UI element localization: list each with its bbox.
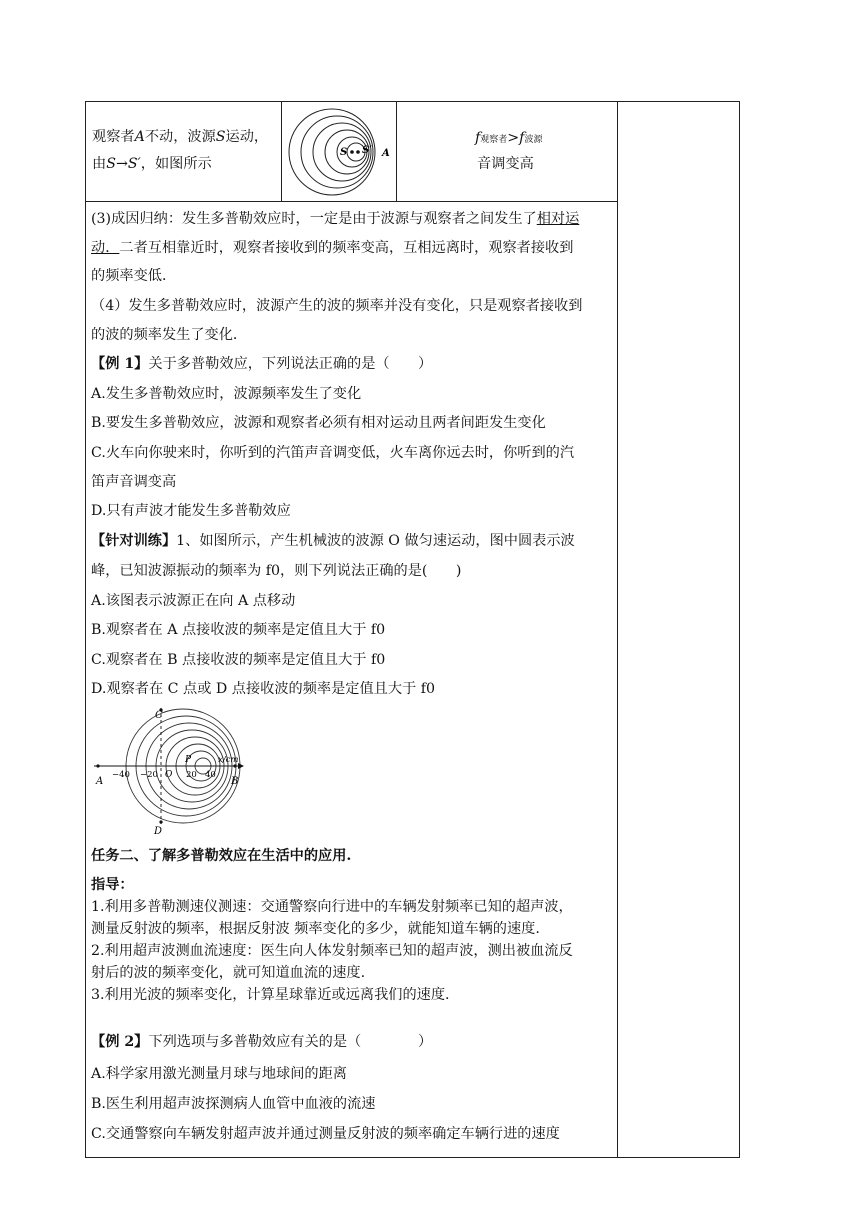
label-D: D	[154, 826, 163, 836]
p3-line1	[91, 209, 579, 229]
example1-option-a: A.发生多普勒效应时，波源频率发生了变化	[91, 386, 362, 402]
symbol-A: A	[134, 129, 145, 145]
example2-option-a: A.科学家用激光测量月球与地球间的距离	[91, 1066, 347, 1082]
source-dot-S	[350, 150, 354, 154]
example1-question	[91, 354, 432, 374]
table-border-left	[85, 101, 86, 1158]
example2-option-c: C.交通警察向车辆发射超声波并通过测量反射波的频率确定车辆行进的速度	[91, 1126, 560, 1142]
text-moving: 运动，	[225, 129, 269, 145]
example2-question	[91, 1032, 432, 1052]
row-divider	[85, 201, 618, 202]
f-subscript-source: 波源	[524, 135, 543, 145]
label-B: B	[231, 776, 239, 787]
guide1-line1: 1.利用多普勒测速仪测速：交通警察向行进中的车辆发射频率已知的超声波，	[91, 899, 573, 915]
figure-label-S-prime: S′	[362, 145, 372, 156]
cell-divider-1	[281, 101, 282, 202]
label-P: P	[185, 755, 192, 765]
tick-40: 40	[205, 770, 216, 780]
column-divider	[617, 101, 618, 1158]
p3-underline-part1: 相对运	[536, 211, 580, 227]
p3-line1-text: (3)成因归纳：发生多普勒效应时，一定是由于波源与观察者之间发生了	[91, 211, 537, 227]
example2-option-b: B.医生利用超声波探测病人血管中血液的流速	[91, 1096, 376, 1112]
figure-label-A: A	[382, 148, 390, 159]
symbol-S-start: S	[106, 156, 116, 172]
example1-option-b: B.要发生多普勒效应，波源和观察者必须有相对运动且两者间距发生变化	[91, 415, 546, 431]
point-D	[159, 820, 162, 823]
task2-heading: 任务二、了解多普勒效应在生活中的应用.	[91, 848, 352, 864]
tick-20: 20	[186, 770, 197, 780]
training-text-1: 1、如图所示，产生机械波的波源 O 做匀速运动，图中圆表示波	[176, 533, 575, 549]
example1-option-c-line1: C.火车向你驶来时，你听到的汽笛声音调变低，火车离你远去时，你听到的汽	[91, 445, 575, 461]
guide2-line2: 射后的波的频率变化，就可知道血流的速度.	[91, 965, 366, 981]
cell-description-line1	[92, 127, 268, 147]
symbol-S-prime: S′	[127, 156, 141, 172]
table-border-bottom	[85, 1157, 740, 1158]
f-symbol: f	[475, 130, 481, 146]
wave-source-axis-figure	[88, 706, 248, 836]
example2-tag: 【例 2】	[91, 1034, 149, 1050]
text-still: 不动，波源	[144, 129, 216, 145]
cell-divider-2	[396, 101, 397, 202]
source-dot-S-prime	[356, 150, 360, 154]
label-A: A	[96, 776, 104, 787]
text-as-shown: ，如图所示	[140, 156, 212, 172]
training-option-a: A.该图表示波源正在向 A 点移动	[91, 593, 296, 609]
example1-option-d: D.只有声波才能发生多普勒效应	[91, 503, 291, 519]
cell-description-line2	[92, 154, 212, 174]
label-O: O	[165, 770, 173, 780]
text-from: 由	[92, 156, 107, 172]
tick-minus-20: −20	[140, 770, 158, 780]
training-option-c: C.观察者在 B 点接收波的频率是定值且大于 f0	[91, 652, 386, 668]
p3-line2-text: 二者互相靠近时，观察者接收到的频率变高，互相远离时，观察者接收到	[119, 240, 574, 256]
training-tag: 【针对训练】	[91, 533, 177, 549]
axis-unit-label: x/cm	[218, 755, 239, 765]
example1-text: 关于多普勒效应，下列说法正确的是（ ）	[148, 356, 433, 372]
p3-underline-part2: 动．	[91, 240, 120, 256]
figure-label-S: S	[340, 147, 348, 158]
tick-minus-40: −40	[112, 770, 130, 780]
arrow-glyph: →	[115, 156, 128, 172]
f-subscript-observer: 观察者	[480, 135, 508, 145]
greater-than: >	[507, 130, 520, 146]
training-question-line2: 峰，已知波源振动的频率为 f0，则下列说法正确的是( )	[91, 563, 462, 579]
guide2-line1: 2.利用超声波测血流速度：医生向人体发射频率已知的超声波，测出被血流反	[91, 943, 573, 959]
training-question-line1	[91, 531, 575, 551]
p4-line2: 的波的频率发生了变化．	[91, 327, 248, 343]
table-border-top	[85, 101, 740, 102]
moving-source-wavefront-figure	[288, 104, 393, 200]
pitch-result: 音调变高	[477, 156, 534, 172]
p4-line1: （4）发生多普勒效应时，波源产生的波的频率并没有变化，只是观察者接收到	[91, 298, 583, 314]
table-border-right	[739, 101, 740, 1158]
symbol-S: S	[215, 129, 226, 145]
guide-heading: 指导：	[91, 877, 134, 893]
example1-tag: 【例 1】	[91, 356, 149, 372]
frequency-relation	[475, 128, 542, 150]
x-axis-arrow-icon	[238, 763, 244, 769]
guide1-line2: 测量反射波的频率，根据反射波 频率变化的多少，就能知道车辆的速度.	[91, 921, 540, 937]
label-C: C	[155, 710, 163, 721]
p3-line3: 的频率变低．	[91, 268, 177, 284]
example2-text: 下列选项与多普勒效应有关的是（ ）	[148, 1034, 433, 1050]
guide3: 3.利用光波的频率变化，计算星球靠近或远离我们的速度.	[91, 987, 450, 1003]
training-option-b: B.观察者在 A 点接收波的频率是定值且大于 f0	[91, 622, 386, 638]
p3-line2	[91, 238, 573, 258]
text-observer: 观察者	[92, 129, 135, 145]
point-A	[96, 764, 99, 767]
f-symbol-2: f	[519, 130, 525, 146]
training-option-d: D.观察者在 C 点或 D 点接收波的频率是定值且大于 f0	[91, 681, 435, 697]
example1-option-c-line2: 笛声音调变高	[91, 474, 177, 490]
